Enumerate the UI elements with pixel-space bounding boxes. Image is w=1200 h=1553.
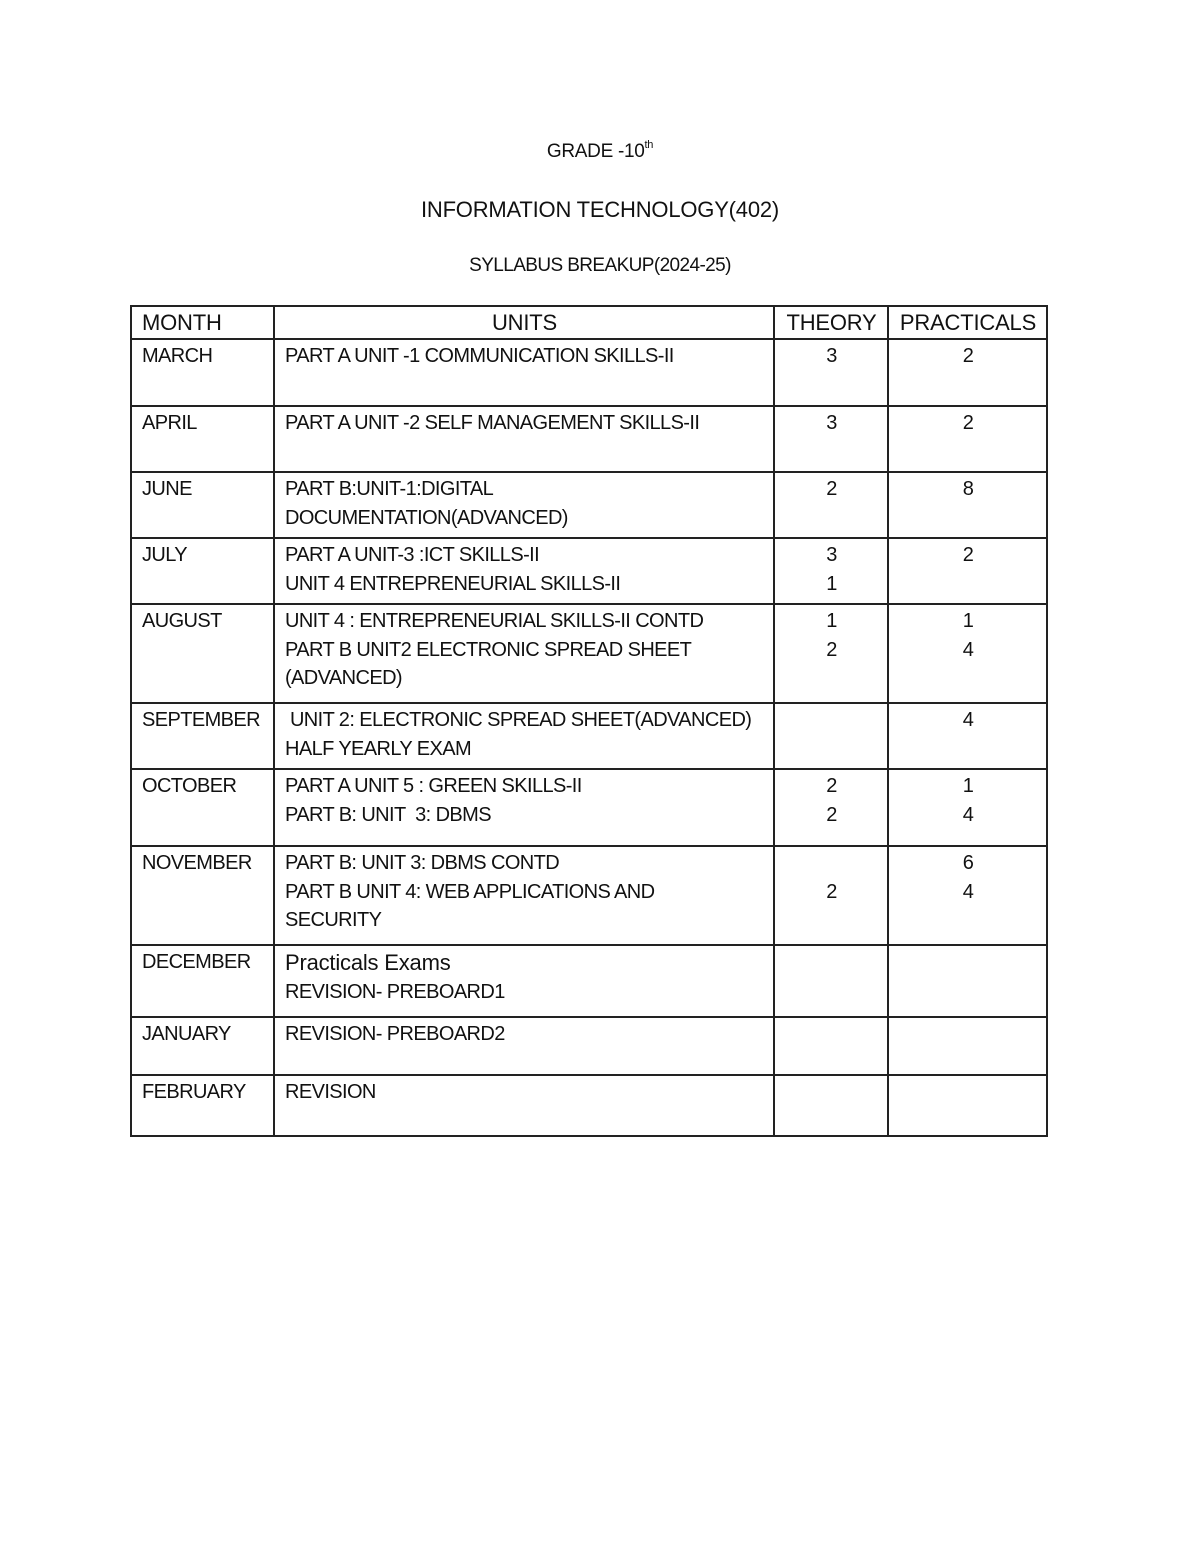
practicals-value: 2	[962, 412, 974, 434]
theory-value: 2	[826, 775, 837, 797]
table-row	[131, 1017, 1047, 1075]
units-cell	[274, 769, 774, 846]
theory-value: 3	[826, 412, 837, 434]
practicals-cell	[888, 1075, 1047, 1136]
unit-line: REVISION- PREBOARD1	[285, 981, 505, 1003]
theory-cell	[774, 472, 888, 538]
practicals-cell	[888, 846, 1047, 945]
theory-value: 3	[826, 544, 837, 566]
syllabus-table	[130, 305, 1048, 1137]
practicals-value: 2	[962, 544, 974, 566]
units-cell	[274, 339, 774, 406]
month-cell: APRIL	[131, 406, 274, 472]
theory-cell	[774, 339, 888, 406]
theory-cell	[774, 945, 888, 1017]
theory-cell	[774, 604, 888, 703]
unit-line: Practicals Exams	[285, 950, 451, 975]
table-row	[131, 703, 1047, 769]
subject-title: INFORMATION TECHNOLOGY(402)	[420, 197, 780, 222]
month-cell: DECEMBER	[131, 945, 274, 1017]
theory-cell	[774, 769, 888, 846]
practicals-cell	[888, 1017, 1047, 1075]
practicals-value: 4	[962, 709, 974, 731]
theory-value: 2	[826, 880, 837, 903]
grade-text: GRADE -10	[546, 141, 645, 162]
table-row	[131, 945, 1047, 1017]
practicals-cell	[888, 703, 1047, 769]
theory-value: 3	[826, 345, 837, 367]
practicals-value: 4	[962, 638, 974, 661]
practicals-cell	[888, 406, 1047, 472]
month-cell: NOVEMBER	[131, 846, 274, 945]
grade-heading	[0, 141, 1200, 163]
theory-value: 1	[826, 572, 837, 595]
column-header-practicals: PRACTICALS	[888, 306, 1047, 339]
theory-value: 2	[826, 803, 837, 826]
practicals-value: 8	[962, 478, 974, 500]
theory-cell	[774, 406, 888, 472]
unit-line: PART B: UNIT 3: DBMS CONTD	[285, 852, 560, 874]
unit-line: UNIT 4 ENTREPRENEURIAL SKILLS-II	[285, 572, 621, 595]
unit-line: PART A UNIT-3 :ICT SKILLS-II	[285, 544, 540, 566]
practicals-value: 1	[962, 775, 974, 797]
units-cell	[274, 538, 774, 604]
practicals-value: 1	[962, 610, 974, 632]
column-header-units: UNITS	[274, 306, 774, 339]
month-cell: OCTOBER	[131, 769, 274, 846]
month-cell: JANUARY	[131, 1017, 274, 1075]
theory-value	[785, 849, 878, 878]
syllabus-breakup-title: SYLLABUS BREAKUP(2024-25)	[469, 255, 731, 276]
unit-line: PART B UNIT2 ELECTRONIC SPREAD SHEET (ADVANCED)	[285, 638, 691, 689]
theory-value: 2	[826, 638, 837, 661]
month-cell: FEBRUARY	[131, 1075, 274, 1136]
practicals-value: 6	[962, 852, 974, 874]
theory-value: 1	[826, 610, 837, 632]
column-header-theory: THEORY	[774, 306, 888, 339]
month-cell: MARCH	[131, 339, 274, 406]
table-row	[131, 538, 1047, 604]
month-cell: SEPTEMBER	[131, 703, 274, 769]
unit-line: PART B UNIT 4: WEB APPLICATIONS AND SECURITY	[285, 880, 655, 931]
grade-superscript: th	[644, 139, 654, 151]
theory-cell	[774, 538, 888, 604]
unit-line: PART A UNIT -1 COMMUNICATION SKILLS-II	[285, 345, 674, 367]
units-cell	[274, 846, 774, 945]
unit-line: REVISION- PREBOARD2	[285, 1023, 505, 1045]
table-header-row	[131, 306, 1047, 339]
table-row	[131, 1075, 1047, 1136]
unit-line: UNIT 4 : ENTREPRENEURIAL SKILLS-II CONTD	[285, 610, 704, 632]
theory-cell	[774, 703, 888, 769]
units-cell	[274, 1075, 774, 1136]
theory-cell	[774, 1017, 888, 1075]
table-row	[131, 472, 1047, 538]
month-cell: JULY	[131, 538, 274, 604]
theory-cell	[774, 846, 888, 945]
practicals-value: 4	[962, 803, 974, 826]
month-cell: JUNE	[131, 472, 274, 538]
unit-line: PART A UNIT 5 : GREEN SKILLS-II	[285, 775, 582, 797]
practicals-cell	[888, 945, 1047, 1017]
units-cell	[274, 472, 774, 538]
table-row	[131, 406, 1047, 472]
theory-cell	[774, 1075, 888, 1136]
units-cell	[274, 1017, 774, 1075]
practicals-cell	[888, 604, 1047, 703]
unit-line: PART B:UNIT-1:DIGITAL DOCUMENTATION(ADVANCED)	[285, 478, 568, 529]
practicals-cell	[888, 339, 1047, 406]
practicals-value: 2	[962, 345, 974, 367]
units-cell	[274, 406, 774, 472]
unit-line: PART A UNIT -2 SELF MANAGEMENT SKILLS-II	[285, 412, 700, 434]
table-row	[131, 846, 1047, 945]
practicals-cell	[888, 472, 1047, 538]
units-cell	[274, 703, 774, 769]
practicals-value: 4	[962, 880, 974, 903]
table-row	[131, 769, 1047, 846]
practicals-cell	[888, 769, 1047, 846]
unit-line: REVISION	[285, 1081, 376, 1103]
unit-line: UNIT 2: ELECTRONIC SPREAD SHEET(ADVANCED)	[285, 709, 752, 731]
table-row	[131, 339, 1047, 406]
units-cell	[274, 945, 774, 1017]
month-cell: AUGUST	[131, 604, 274, 703]
practicals-cell	[888, 538, 1047, 604]
unit-line: HALF YEARLY EXAM	[285, 737, 472, 760]
unit-line: PART B: UNIT 3: DBMS	[285, 803, 491, 826]
column-header-month: MONTH	[131, 306, 274, 339]
theory-value: 2	[826, 478, 837, 500]
table-row	[131, 604, 1047, 703]
units-cell	[274, 604, 774, 703]
